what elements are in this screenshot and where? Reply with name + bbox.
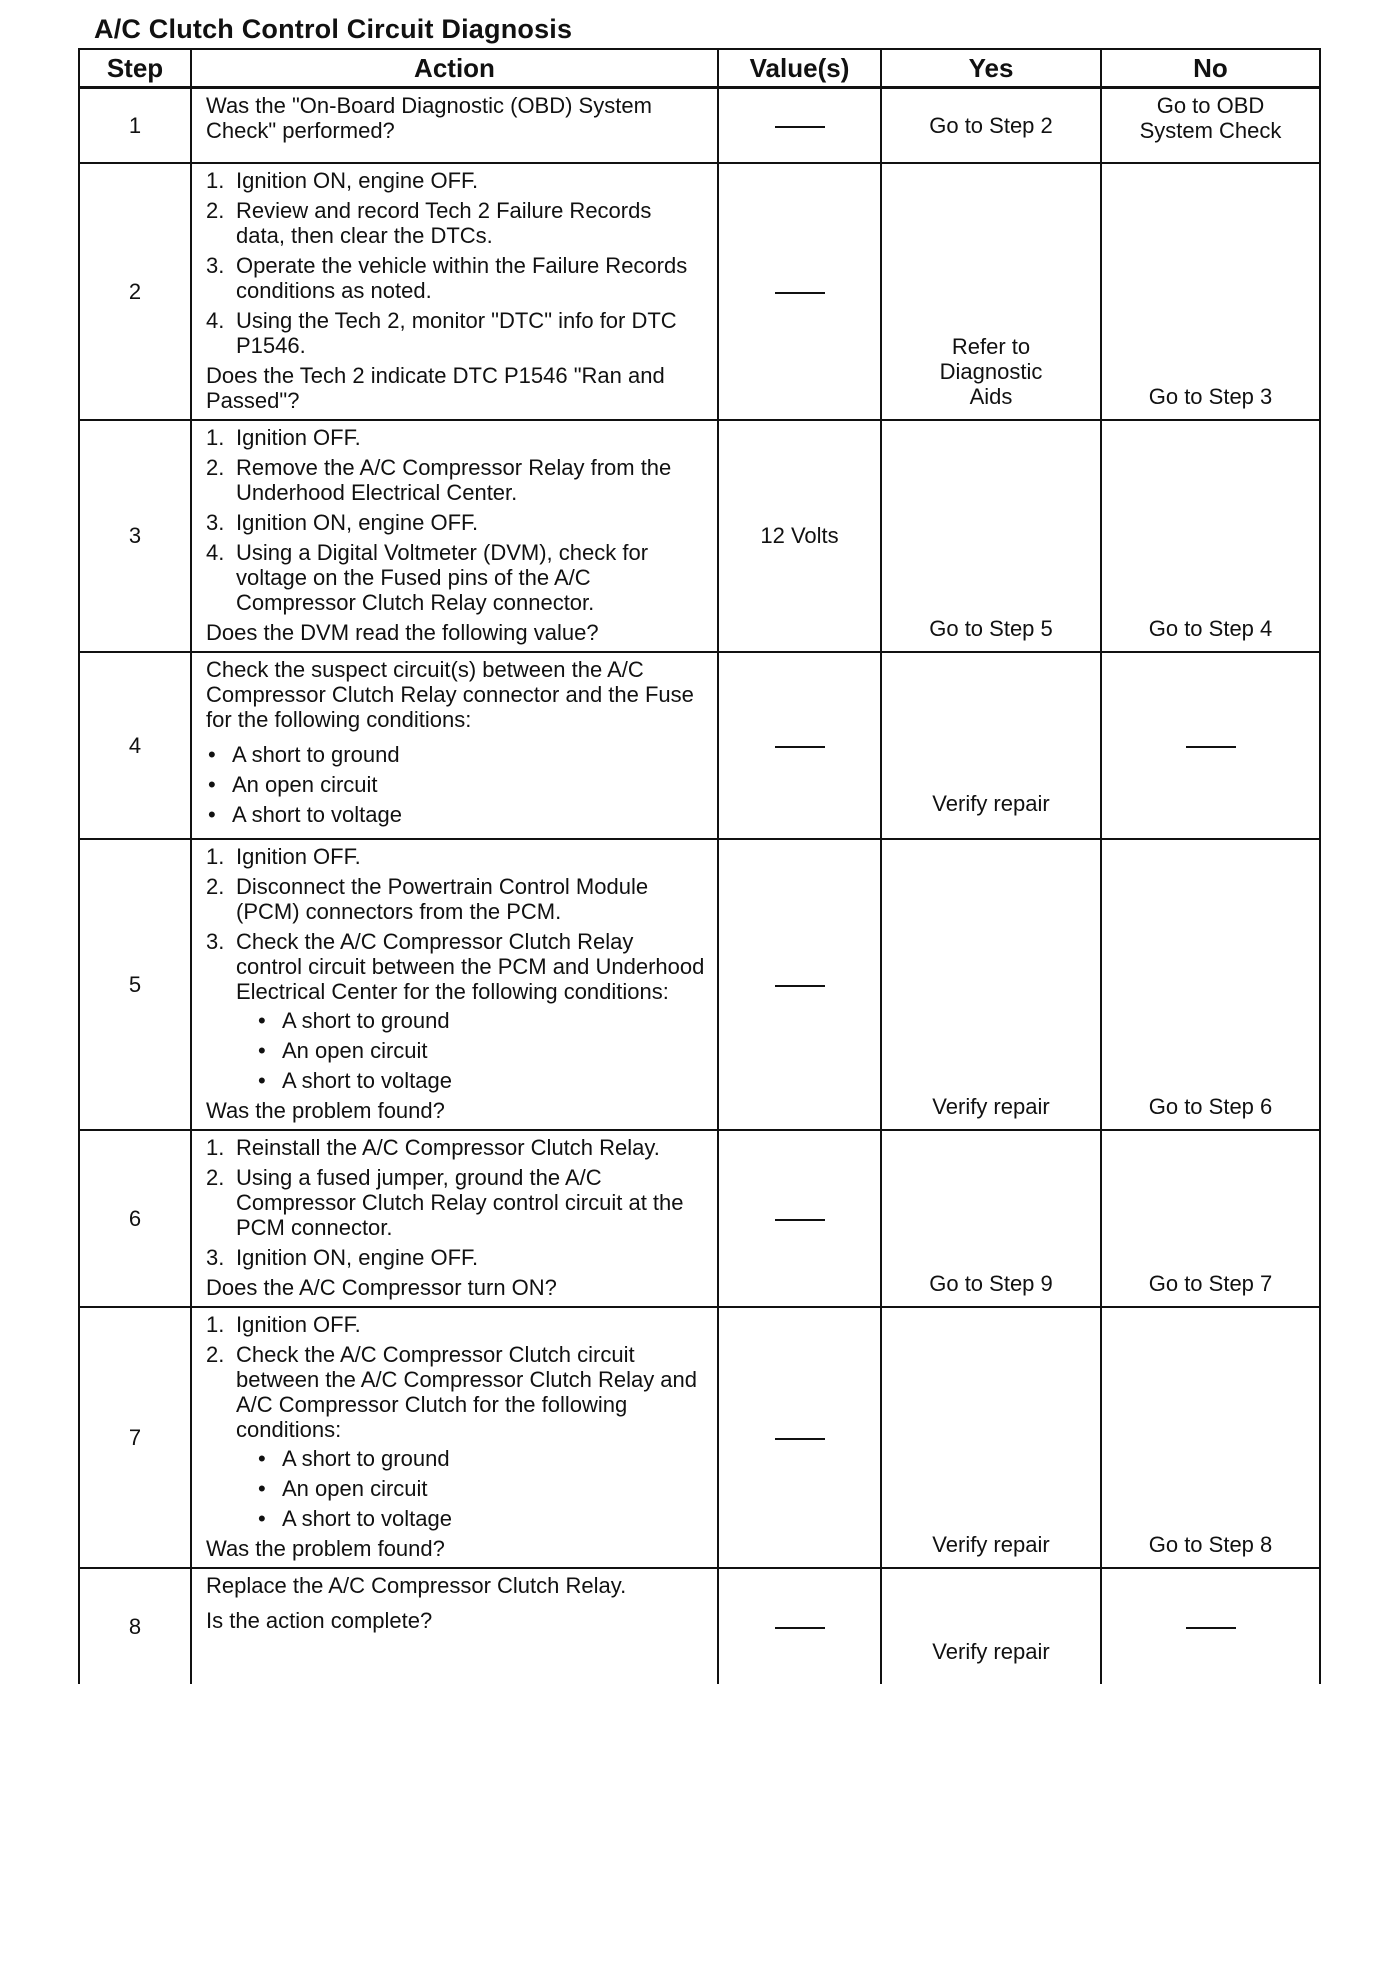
action-item: 3. Ignition ON, engine OFF.: [206, 509, 479, 535]
condition-item: • An open circuit: [256, 1476, 705, 1501]
action-question: Does the Tech 2 indicate DTC P1546 "Ran and Passed"?: [206, 362, 665, 413]
table-row: [79, 1130, 1320, 1307]
no-value-dash: [775, 292, 825, 294]
table-row: [79, 1307, 1320, 1568]
no-cell: [1101, 1568, 1320, 1684]
table-row: [79, 652, 1320, 839]
value-cell: [718, 839, 881, 1130]
action-cell: [191, 1130, 718, 1307]
step-number: 3: [79, 420, 191, 652]
no-value-dash: [775, 1219, 825, 1221]
action-item: 2. Disconnect the Powertrain Control Module (PCM) connectors from the PCM.: [206, 873, 649, 924]
header-yes: Yes: [881, 49, 1101, 88]
no-cell: Go to Step 4: [1101, 420, 1320, 652]
value-cell: [718, 163, 881, 420]
value-cell: [718, 652, 881, 839]
action-item: 1. Ignition OFF.: [206, 843, 361, 869]
step-number: 6: [79, 1130, 191, 1307]
action-question: Does the DVM read the following value?: [206, 619, 599, 645]
yes-cell: Verify repair: [881, 1568, 1101, 1684]
condition-item: • A short to voltage: [256, 1068, 705, 1093]
action-intro: Check the suspect circuit(s) between the A/C Compressor Clutch Relay connector and the Fuse for the following conditions:: [206, 656, 694, 732]
yes-cell: Verify repair: [881, 839, 1101, 1130]
step-number: 7: [79, 1307, 191, 1568]
no-cell: Go to OBD System Check: [1101, 88, 1320, 163]
no-cell: Go to Step 6: [1101, 839, 1320, 1130]
yes-cell: Go to Step 5: [881, 420, 1101, 652]
action-item: 4. Using the Tech 2, monitor "DTC" info for DTC P1546.: [206, 307, 677, 358]
action-question: Is the action complete?: [206, 1607, 433, 1633]
action-item: 2. Review and record Tech 2 Failure Records data, then clear the DTCs.: [206, 197, 652, 248]
table-header-row: [79, 49, 1320, 88]
condition-item: • A short to ground: [206, 742, 705, 767]
action-item: 1. Ignition OFF.: [206, 1311, 361, 1337]
value-cell: [718, 88, 881, 163]
no-value-dash: [775, 746, 825, 748]
action-item: 4. Using a Digital Voltmeter (DVM), check for voltage on the Fused pins of the A/C Compressor Clutch Relay connector.: [206, 539, 649, 615]
value-cell: 12 Volts: [718, 420, 881, 652]
action-question: Was the problem found?: [206, 1535, 445, 1561]
condition-item: • A short to ground: [256, 1008, 705, 1033]
condition-item: • A short to voltage: [256, 1506, 705, 1531]
action-cell: [191, 652, 718, 839]
yes-cell: Verify repair: [881, 652, 1101, 839]
page-title: A/C Clutch Control Circuit Diagnosis: [94, 14, 573, 44]
action-item: 2. Remove the A/C Compressor Relay from the Underhood Electrical Center.: [206, 454, 672, 505]
header-no: No: [1101, 49, 1320, 88]
table-row: [79, 839, 1320, 1130]
action-cell: [191, 88, 718, 163]
action-item: 3. Operate the vehicle within the Failure Records conditions as noted.: [206, 252, 688, 303]
header-values: Value(s): [718, 49, 881, 88]
action-item: 1. Ignition OFF.: [206, 424, 361, 450]
action-cell: [191, 163, 718, 420]
yes-cell: Verify repair: [881, 1307, 1101, 1568]
action-question: Was the problem found?: [206, 1097, 445, 1123]
no-value-dash: [775, 985, 825, 987]
action-item: 1. Reinstall the A/C Compressor Clutch Relay.: [206, 1134, 660, 1160]
action-item: 3. Check the A/C Compressor Clutch Relay control circuit between the PCM and Underhood Electrical Center for the following conditions: • A short to ground • An open circuit • A short to voltage: [206, 929, 705, 1093]
action-cell: [191, 1307, 718, 1568]
action-item: 1. Ignition ON, engine OFF.: [206, 167, 479, 193]
action-item: 2. Check the A/C Compressor Clutch circuit between the A/C Compressor Clutch Relay and A/C Compressor Clutch for the following conditions: • A short to ground • An open circuit • A short to voltage: [206, 1342, 705, 1531]
no-value-dash: [1186, 1627, 1236, 1629]
condition-item: • An open circuit: [256, 1038, 705, 1063]
action-item: 2. Using a fused jumper, ground the A/C Compressor Clutch Relay control circuit at the PCM connector.: [206, 1164, 684, 1240]
table-row: [79, 163, 1320, 420]
no-cell: [1101, 652, 1320, 839]
no-cell: Go to Step 7: [1101, 1130, 1320, 1307]
action-question: Was the "On-Board Diagnostic (OBD) System Check" performed?: [206, 93, 652, 143]
value-cell: [718, 1568, 881, 1684]
action-cell: [191, 420, 718, 652]
action-intro: Replace the A/C Compressor Clutch Relay.: [206, 1572, 627, 1598]
table-row: [79, 1568, 1320, 1684]
condition-item: • A short to voltage: [206, 802, 705, 827]
condition-item: • An open circuit: [206, 772, 705, 797]
step-number: 1: [79, 88, 191, 163]
action-cell: [191, 1568, 718, 1684]
header-step: Step: [79, 49, 191, 88]
step-number: 8: [79, 1568, 191, 1684]
diagnosis-table: [78, 48, 1321, 1684]
condition-item: • A short to ground: [256, 1446, 705, 1471]
yes-cell: Go to Step 9: [881, 1130, 1101, 1307]
step-number: 2: [79, 163, 191, 420]
action-question: Does the A/C Compressor turn ON?: [206, 1274, 557, 1300]
action-cell: [191, 839, 718, 1130]
step-number: 5: [79, 839, 191, 1130]
no-value-dash: [775, 126, 825, 128]
value-cell: [718, 1307, 881, 1568]
value-cell: [718, 1130, 881, 1307]
table-row: [79, 420, 1320, 652]
no-cell: Go to Step 8: [1101, 1307, 1320, 1568]
yes-cell: Go to Step 2: [881, 88, 1101, 163]
no-value-dash: [775, 1627, 825, 1629]
action-item: 3. Ignition ON, engine OFF.: [206, 1244, 479, 1270]
header-action: Action: [191, 49, 718, 88]
step-number: 4: [79, 652, 191, 839]
no-cell: Go to Step 3: [1101, 163, 1320, 420]
table-row: [79, 88, 1320, 163]
no-value-dash: [775, 1438, 825, 1440]
no-value-dash: [1186, 746, 1236, 748]
yes-cell: Refer to Diagnostic Aids: [881, 163, 1101, 420]
